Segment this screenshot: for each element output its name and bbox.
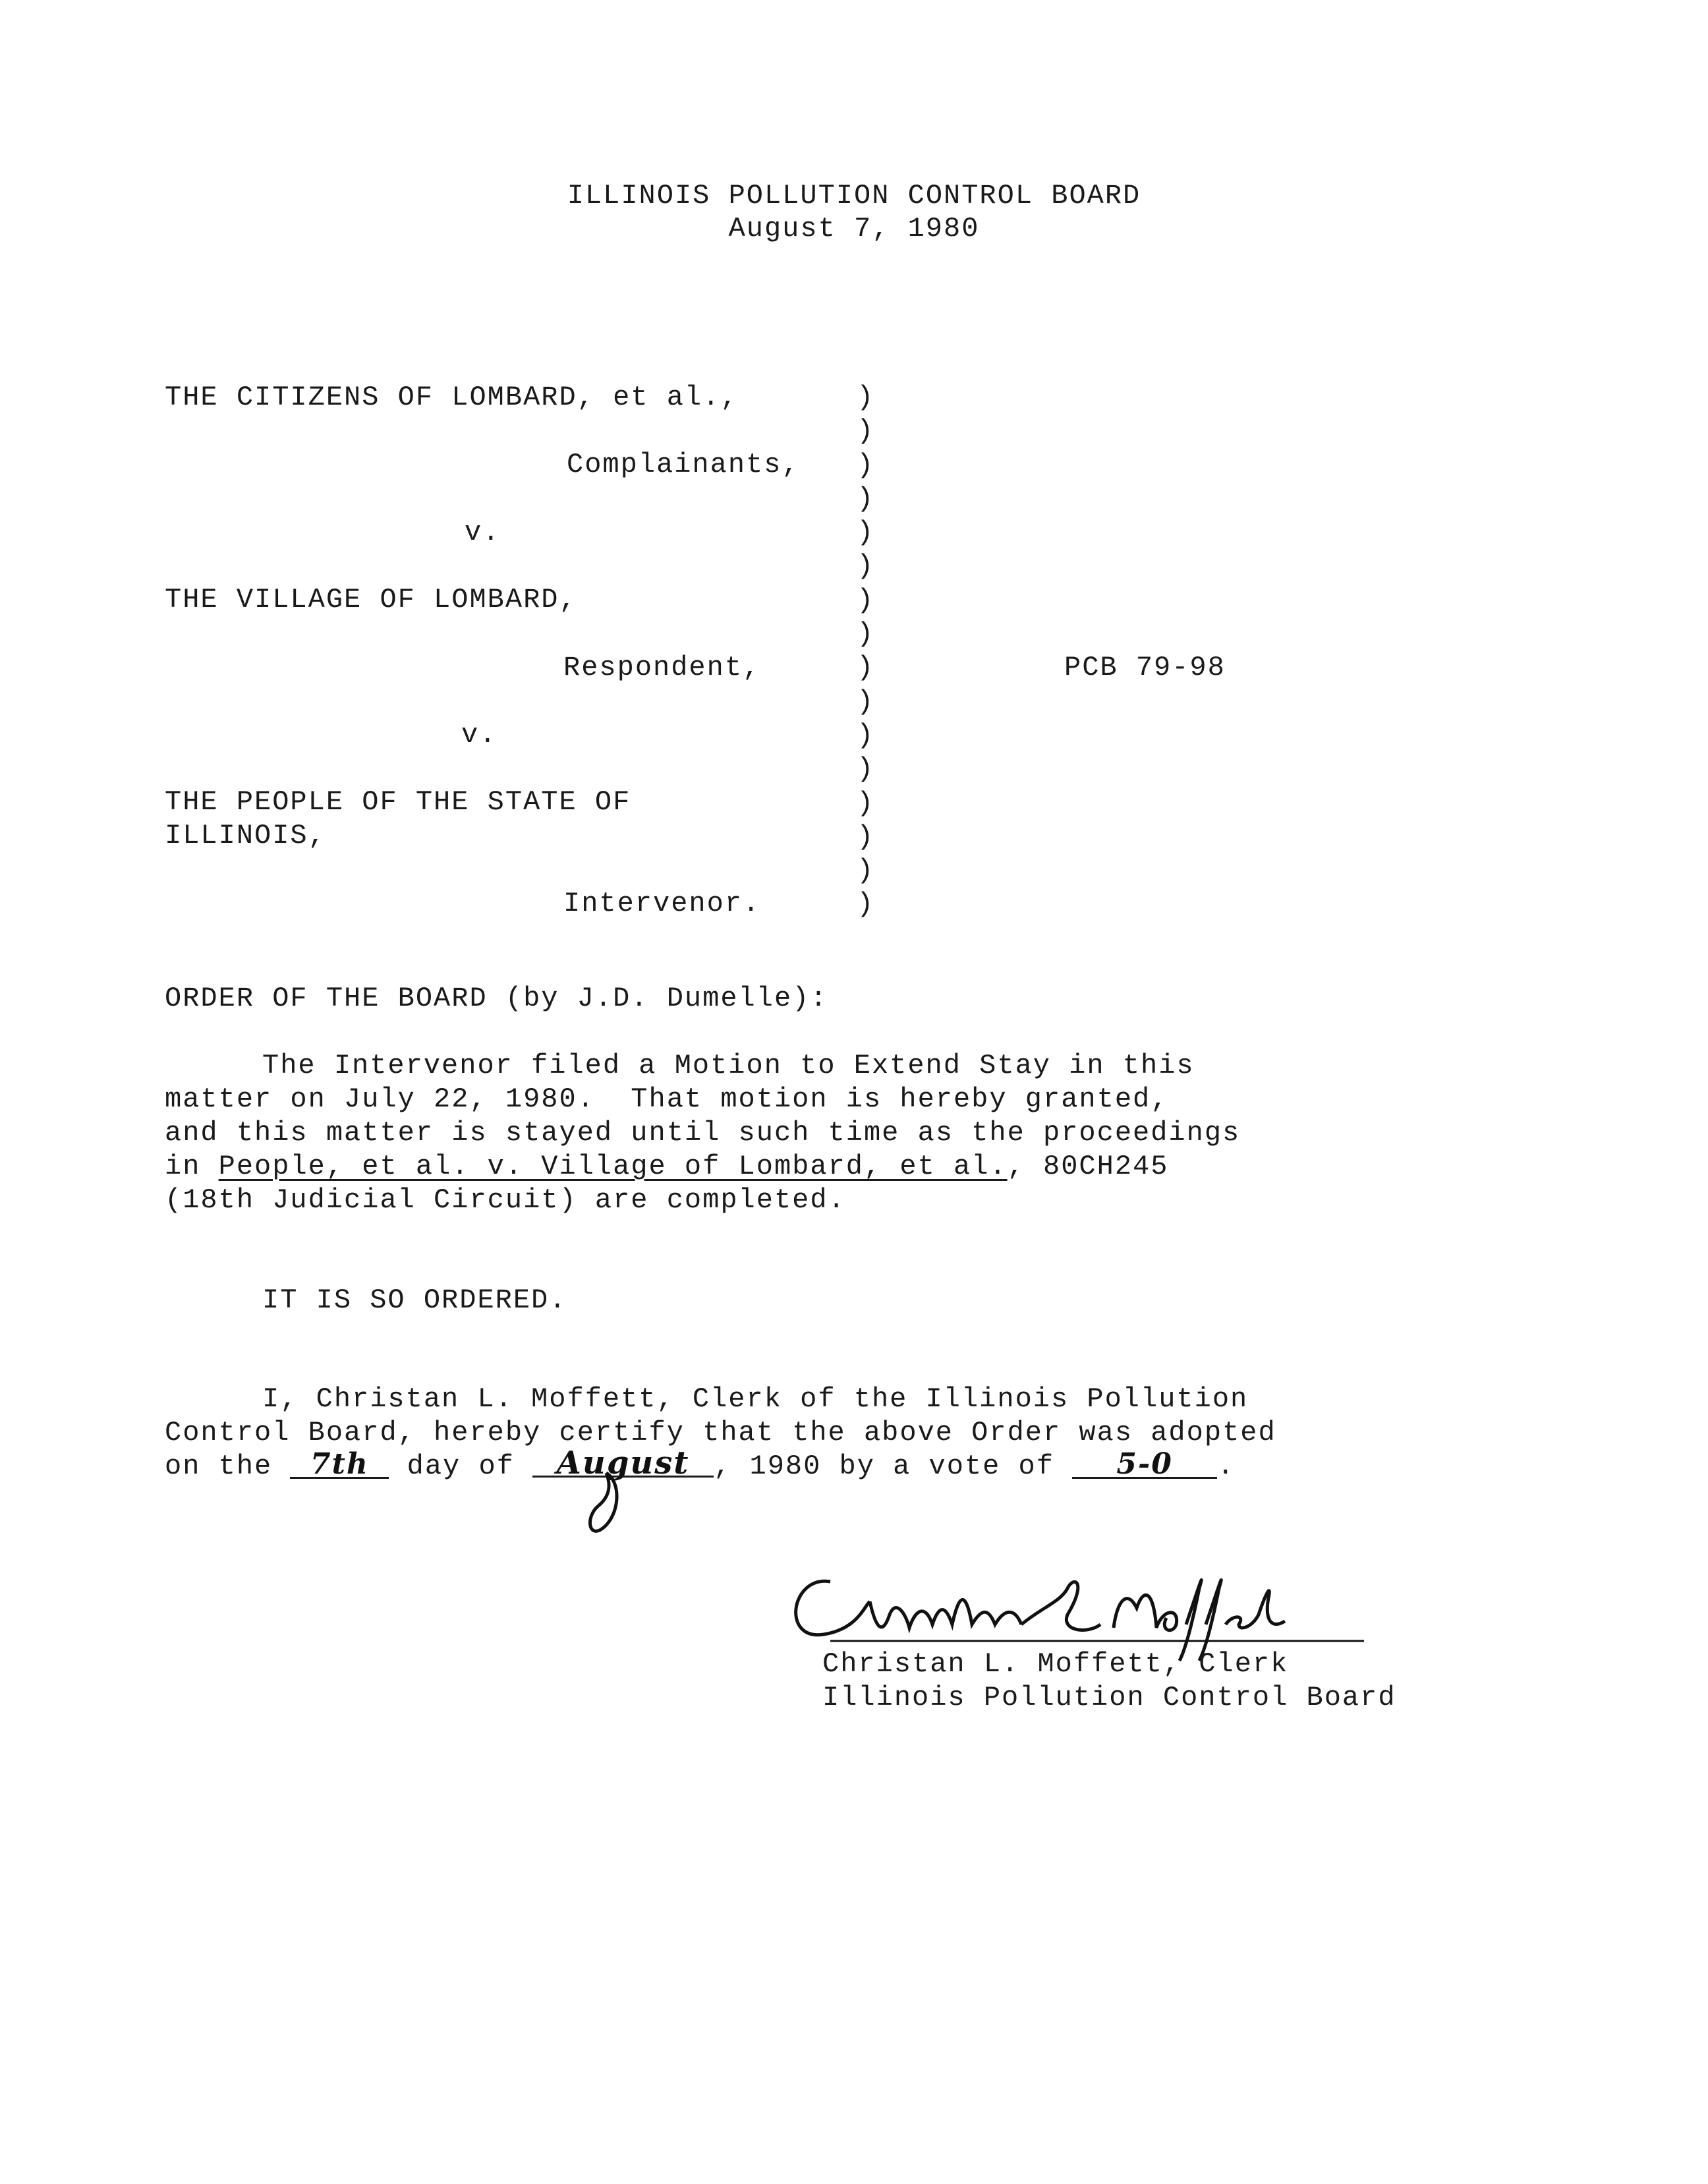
- handwritten-day: 7th: [290, 1452, 389, 1479]
- versus-2: v.: [461, 719, 498, 751]
- role-complainants: Complainants,: [567, 449, 800, 480]
- order-heading: ORDER OF THE BOARD (by J.D. Dumelle):: [165, 983, 828, 1014]
- caption-parentheses: ) ) ) ) ) ) ) ) ) ) ) ) ) ) ) ): [857, 382, 874, 921]
- party-respondent: THE VILLAGE OF LOMBARD,: [165, 584, 577, 616]
- cert-line3: [165, 1445, 1236, 1483]
- cert-line1: I, Christan L. Moffett, Clerk of the Illinois Pollution: [262, 1383, 1249, 1415]
- clerk-name-title: Christan L. Moffett, Clerk: [822, 1648, 1289, 1680]
- cert-line2: Control Board, hereby certify that the above Order was adopted: [165, 1417, 1276, 1449]
- order-para-line2: matter on July 22, 1980. That motion is hereby granted,: [165, 1083, 1169, 1115]
- cert-year-vote: , 1980 by a vote of: [714, 1451, 1073, 1482]
- cert-day-of: day of: [389, 1451, 533, 1482]
- cert-on-the: on the: [165, 1451, 291, 1482]
- versus-1: v.: [465, 517, 501, 548]
- month-handwriting-loop: [586, 1470, 626, 1536]
- order-para-line1: The Intervenor filed a Motion to Extend Stay in this: [262, 1050, 1195, 1081]
- line4-prefix: in: [165, 1151, 219, 1182]
- handwritten-month: August: [532, 1451, 714, 1478]
- order-para-line4: [165, 1150, 1168, 1183]
- order-date: August 7, 1980: [728, 213, 980, 244]
- role-respondent: Respondent,: [563, 652, 761, 683]
- clerk-board: Illinois Pollution Control Board: [822, 1682, 1396, 1713]
- party-complainant: THE CITIZENS OF LOMBARD, et al.,: [165, 382, 739, 413]
- line4-suffix: , 80CH245: [1007, 1151, 1169, 1182]
- case-number: PCB 79-98: [1064, 652, 1226, 683]
- order-para-line5: (18th Judicial Circuit) are completed.: [165, 1184, 846, 1216]
- role-intervenor: Intervenor.: [563, 888, 761, 919]
- party-intervenor-line2: ILLINOIS,: [165, 820, 326, 851]
- case-citation: People, et al. v. Village of Lombard, et al.: [218, 1151, 1008, 1182]
- handwritten-vote: 5-0: [1072, 1452, 1217, 1479]
- party-intervenor-line1: THE PEOPLE OF THE STATE OF: [165, 786, 631, 818]
- cert-period: .: [1217, 1451, 1236, 1482]
- agency-title: ILLINOIS POLLUTION CONTROL BOARD: [567, 180, 1141, 212]
- order-para-line3: and this matter is stayed until such time as the proceedings: [165, 1117, 1241, 1149]
- so-ordered: IT IS SO ORDERED.: [262, 1284, 567, 1316]
